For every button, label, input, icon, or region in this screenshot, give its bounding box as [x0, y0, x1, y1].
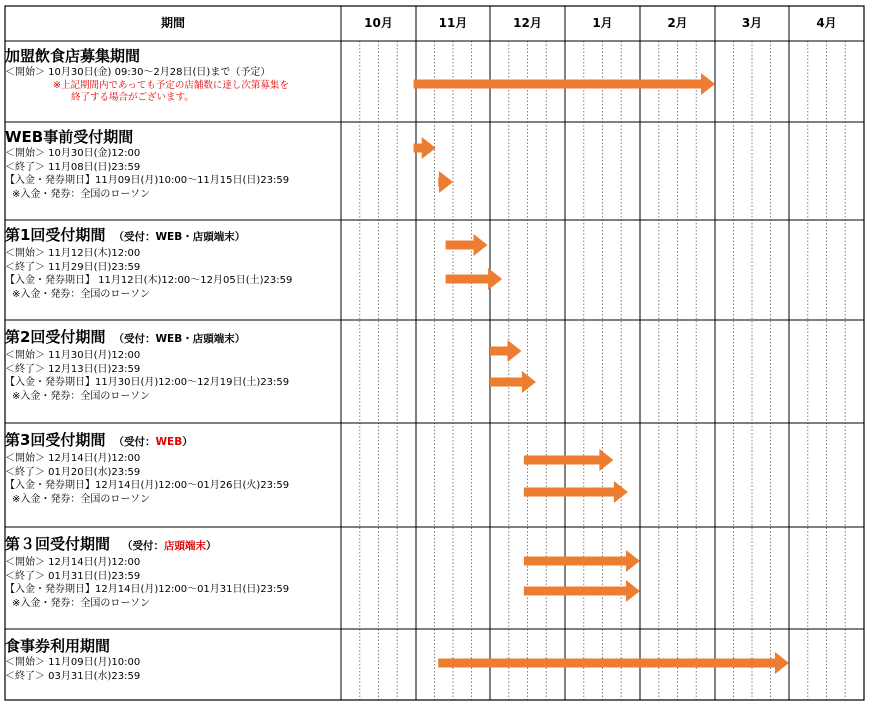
row-round2 [5, 328, 289, 403]
row-end: ＜終了＞ 01月20日(水)23:59 [5, 466, 141, 478]
row-end: ＜終了＞ 01月31日(日)23:59 [5, 570, 141, 582]
row-payment-note: ※入金・発券：全国のローソン [12, 493, 150, 505]
row-start: ＜開始＞ 11月30日(月)12:00 [5, 350, 141, 361]
row-payment-note: ※入金・発券：全国のローソン [12, 288, 150, 300]
row-round1 [5, 226, 292, 301]
row-note: 終了する場合がございます。 [71, 91, 194, 103]
row-end: ＜終了＞ 11月29日(日)23:59 [5, 261, 141, 273]
row-sub-prefix: （受付： [122, 540, 165, 552]
row-payment: 【入金・発券期日】11月30日(月)12:00～12月19日(土)23:59 [5, 377, 290, 388]
period-arrow [524, 481, 628, 503]
row-payment-note: ※入金・発券：全国のローソン [12, 188, 150, 200]
row-title: 食事券利用期間 [5, 637, 111, 655]
header-month-oct: 10月 [364, 16, 393, 30]
row-sub-suffix: ） [182, 436, 193, 448]
row-round3-web [5, 431, 289, 506]
row-title: 第３回受付期間 [5, 535, 111, 553]
period-arrow [446, 268, 502, 290]
row-start: ＜開始＞ 11月12日(木)12:00 [5, 248, 141, 259]
row-payment: 【入金・発券期日】12月14日(月)12:00～01月26日(火)23:59 [5, 480, 290, 491]
period-arrow [490, 340, 521, 362]
row-sub: （受付：WEB・店頭端末） [113, 231, 246, 243]
header-month-dec: 12月 [513, 16, 542, 30]
row-start: ＜開始＞ 12月14日(月)12:00 [5, 453, 141, 464]
row-sub-prefix: （受付： [113, 436, 156, 448]
row-start: ＜開始＞ 11月09日(月)10:00 [5, 657, 141, 668]
period-arrow [524, 550, 640, 572]
row-round3-store [5, 535, 289, 610]
period-arrow [524, 449, 614, 471]
row-sub-suffix: ） [206, 540, 217, 552]
period-arrow [438, 171, 453, 193]
header-month-nov: 11月 [438, 16, 468, 30]
row-payment-note: ※入金・発券：全国のローソン [12, 597, 150, 609]
period-arrow [490, 371, 536, 393]
row-start: ＜開始＞ 10月30日(金) 09:30～2月28日(日)まで（予定） [5, 67, 271, 78]
period-arrow [524, 580, 640, 602]
row-title: 第3回受付期間 [5, 431, 106, 449]
period-arrow [438, 652, 789, 674]
row-payment: 【入金・発券期日】11月09日(月)10:00～11月15日(日)23:59 [5, 175, 290, 186]
row-sub: （受付：WEB・店頭端末） [113, 333, 246, 345]
row-sub-channel: 店頭端末 [164, 540, 207, 552]
row-title: 加盟飲食店募集期間 [5, 47, 141, 65]
row-start: ＜開始＞ 10月30日(金)12:00 [5, 148, 141, 159]
row-payment: 【入金・発券期日】12月14日(月)12:00～01月31日(日)23:59 [5, 584, 290, 595]
period-arrow [414, 73, 715, 95]
header-month-apr: 4月 [816, 16, 837, 30]
row-title: 第1回受付期間 [5, 226, 106, 244]
row-end: ＜終了＞ 03月31日(水)23:59 [5, 670, 141, 682]
row-recruitment [5, 47, 289, 104]
row-web-pre [5, 128, 289, 201]
row-usage [5, 637, 140, 683]
row-payment: 【入金・発券期日】 11月12日(木)12:00～12月05日(土)23:59 [5, 275, 293, 286]
header-period: 期間 [160, 16, 185, 30]
header-month-jan: 1月 [592, 16, 613, 30]
header-month-feb: 2月 [667, 16, 688, 30]
period-arrow [414, 137, 436, 159]
period-arrow [446, 234, 488, 256]
row-end: ＜終了＞ 11月08日(日)23:59 [5, 161, 141, 173]
row-title: WEB事前受付期間 [5, 128, 134, 146]
row-sub-channel: WEB [155, 436, 183, 448]
row-payment-note: ※入金・発券：全国のローソン [12, 390, 150, 402]
row-note: ※上記期間内であっても予定の店舗数に達し次第募集を [53, 79, 289, 91]
row-title: 第2回受付期間 [5, 328, 106, 346]
row-start: ＜開始＞ 12月14日(月)12:00 [5, 557, 141, 568]
row-end: ＜終了＞ 12月13日(日)23:59 [5, 363, 141, 375]
header-month-mar: 3月 [741, 16, 763, 30]
